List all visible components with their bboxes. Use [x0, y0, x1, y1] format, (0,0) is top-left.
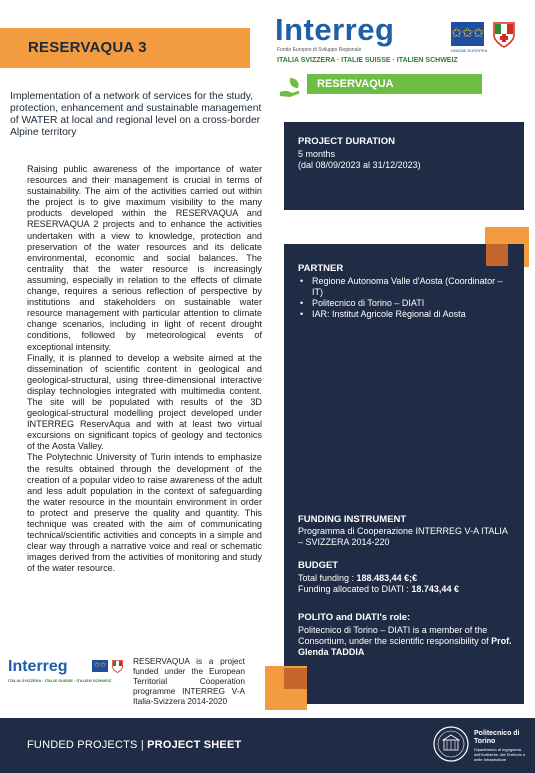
logo-regions-text: ITALIA SVIZZERA · ITALIE SUISSE · ITALIEN SCHWEIZ — [277, 57, 458, 64]
interreg-logo — [275, 12, 525, 72]
partner-item: • Regione Autonoma Valle d'Aosta (Coordinator – IT) — [298, 276, 516, 298]
partner-item: • Politecnico di Torino – DIATI — [298, 298, 516, 309]
interreg-wordmark-small: Interreg — [8, 658, 68, 675]
role-responsible: Prof. Glenda TADDIA — [298, 636, 512, 657]
role-text: Politecnico di Torino – DIATI is a member of the Consortium, under the scientific responsibility of Prof. Glenda TADDIA — [298, 625, 512, 657]
budget-heading: BUDGET — [298, 560, 339, 571]
title-banner — [0, 28, 250, 68]
partner-item: • IAR: Institut Agricole Règional di Aosta — [298, 309, 516, 320]
budget-total: Total funding : 188.483,44 €;€ — [298, 573, 418, 583]
logo-regions-text-small: ITALIA SVIZZERA · ITALIE SUISSE · ITALIEN SCHWEIZ — [8, 678, 112, 683]
project-tag-label: RESERVAQUA — [317, 78, 394, 90]
eu-flag-icon: ✩✩ — [92, 660, 108, 672]
polito-seal-icon — [432, 725, 470, 763]
budget-total-value: 188.483,44 €;€ — [356, 573, 418, 583]
duration-heading: PROJECT DURATION — [298, 136, 395, 147]
body-paragraph: Finally, it is planned to develop a website aimed at the dissemination of scientific content in geological and geological-structural, using three-dimensional interactive display technologies integrated with multimedia content. The site will be populated with results of the 3D geological-structural modelling project developed under INTERREG ReservAqua and with at least two virtual excursions on significant topics of geology and tectonics of the Aosta Valley. — [27, 352, 262, 452]
eu-label: UNIONE EUROPEA — [451, 48, 488, 53]
page-title: RESERVAQUA 3 — [28, 39, 147, 56]
swiss-italian-shield-icon — [493, 22, 515, 48]
body-paragraph: Raising public awareness of the importance of water resources and their management is crucial in terms of sustainability. The aim of the activities carried out within the project is to give maximum visibility to the many products developed within the RESERVAQUA and RESERVAQUA 2 projects and to enhance the activities undertaken with a view to knowledge, protection and preservation of the water resources and its delicate environmental, economic and social balances. The centrality that the water resource is increasingly assuming, especially in relation to the effects of climate change, requires a serious reflection of perspective by institutions and stakeholders on sustainable water resource management with particular attention to climate change scenarios, including in light of recent drought conditions, followed by meteorological events of exceptional intensity. — [27, 164, 262, 352]
duration-box — [284, 122, 524, 210]
body-text — [27, 164, 262, 574]
duration-dates: (dal 08/09/2023 al 31/12/2023) — [298, 160, 421, 170]
project-subtitle: Implementation of a network of services for the study, protection, enhancement and sustainable management of WATER at local and regional level on a cross-border Alpine territory — [10, 91, 262, 138]
footer-label-bold: PROJECT SHEET — [147, 739, 242, 751]
interreg-logo-small — [8, 658, 128, 690]
leaf-hand-icon — [278, 76, 302, 98]
funding-text: Programma di Cooperazione INTERREG V-A ITALIA – SVIZZERA 2014-220 — [298, 526, 508, 547]
decor-square — [486, 244, 508, 266]
interreg-wordmark: Interreg — [275, 12, 395, 47]
duration-length: 5 months — [298, 149, 336, 159]
decor-square — [284, 668, 307, 689]
partner-list — [298, 276, 516, 320]
budget-diati: Funding allocated to DIATI : 18.743,44 € — [298, 584, 459, 594]
project-tag-bar — [307, 74, 482, 94]
funded-note: RESERVAQUA is a project funded under the European Territorial Cooperation programme INTERREG V-A Italia-Svizzera 2014-2020 — [133, 656, 245, 706]
eu-flag-icon: ✩✩✩ — [451, 22, 484, 46]
funding-heading: FUNDING INSTRUMENT — [298, 514, 407, 525]
role-heading: POLITO and DIATI's role: — [298, 612, 411, 623]
swiss-italian-shield-icon — [112, 660, 123, 673]
footer-label: FUNDED PROJECTS | PROJECT SHEET — [27, 739, 242, 751]
polito-name: Politecnico di Torino — [474, 730, 520, 745]
partner-heading: PARTNER — [298, 263, 344, 274]
body-paragraph: The Polytechnic University of Turin intends to emphasize the results obtained through the development of the creation of a popular video to raise awareness of the adult and less adult population in the context of safeguarding the water resource in the mountain environment in order to protect and preserve the quality and quantity. This technique was created with the aim of communicating technical/scientific activities and concepts in a simple and clear way through a narrative voice and real or schematic images derived from the activities of monitoring and study of the water resource. — [27, 452, 262, 574]
logo-fondo-text: Fondo Europeo di Sviluppo Regionale — [277, 47, 362, 53]
polito-dept: Dipartimento di Ingegneria dell'Ambiente, del Territorio e delle Infrastrutture — [474, 747, 526, 762]
footer-bar — [0, 718, 535, 773]
details-box — [284, 244, 524, 704]
budget-diati-value: 18.743,44 € — [411, 584, 459, 594]
